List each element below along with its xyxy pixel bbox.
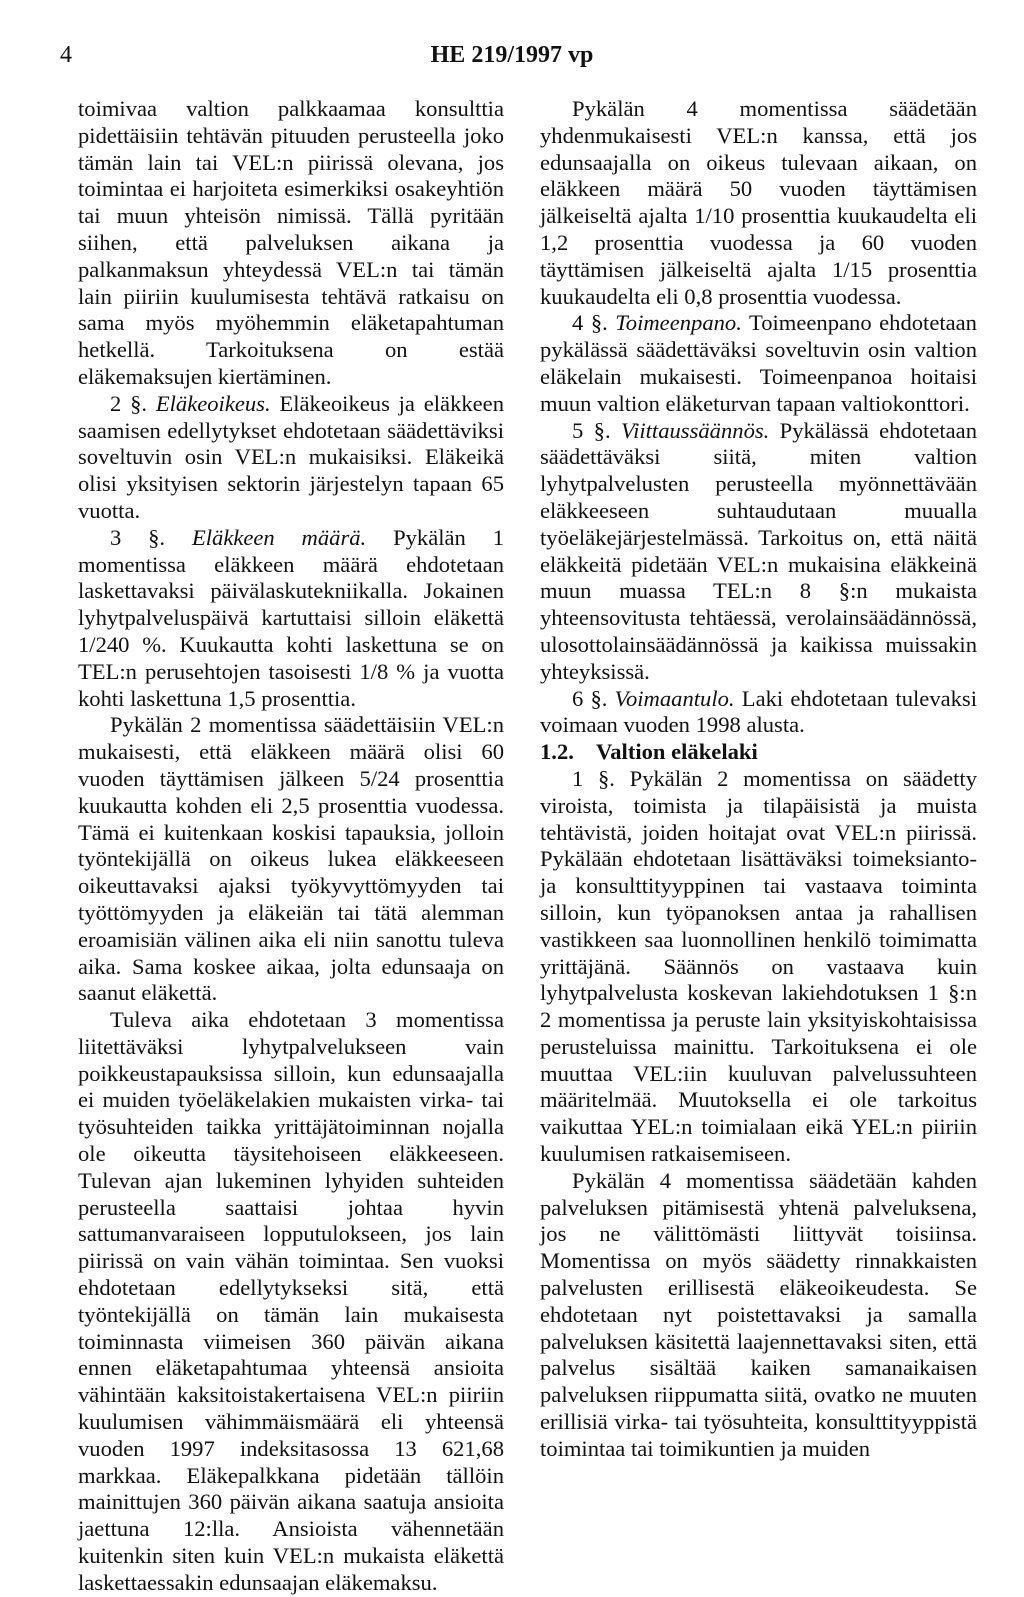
section-3-paragraph	[78, 525, 504, 713]
section-6-paragraph	[540, 686, 977, 740]
page-number: 4	[60, 42, 72, 68]
paragraph: Pykälän 2 momentissa säädettäisiin VEL:n mukaisesti, että eläkkeen määrä olisi 60 vuoden täyttämisen jälkeen 5/24 prosenttia kuukautta kohden eli 2,5 prosenttia vuodessa. Tämä ei kuitenkaan koskisi tapauksia, jolloin työntekijällä on oikeus lukea eläkkeeseen oikeuttavaksi ajaksi työkyvyttömyyden tai työttömyyden ja eläkeiän tai tätä alemman eroamisiän välinen aika eli niin sanottu tuleva aika. Sama koskee aikaa, jolta edunsaaja on saanut eläkettä.	[78, 712, 504, 1006]
left-column	[78, 96, 504, 1597]
paragraph: Pykälän 4 momentissa säädetään kahden palveluksen pitämisestä yhtenä palveluksena, jos ne välittömästi liittyvät toisiinsa. Momentissa on myös säädetty rinnakkaisten palvelusten erillisestä eläkeoikeudesta. Se ehdotetaan nyt poistettavaksi ja samalla palveluksen käsitettä laajennettavaksi siten, että palvelus sisältää kaiken samanaikaisen palveluksen riippumatta siitä, ovatko ne muuten erillisiä virka- tai työsuhteita, konsulttityyppistä toimintaa tai toimikuntien ja muiden	[540, 1167, 977, 1461]
section-heading	[540, 739, 977, 766]
section-text: Laki ehdotetaan tulevaksi voimaan vuoden 1998 alusta.	[540, 685, 978, 738]
section-number: 3 §.	[110, 524, 166, 550]
section-text: Toimeenpano ehdotetaan pykälässä säädettäväksi soveltuvin osin valtion eläkelain mukaisesti. Toimeenpanoa hoitaisi muun valtion eläketurvan tapaan valtiokonttori.	[540, 310, 977, 416]
section-text: Pykälän 2 momentissa on säädetty viroista, toimista ja tilapäisistä ja muista tehtävistä, joiden hoitajat ovat VEL:n piirissä. Pykälään ehdotetaan lisättäväksi toimeksianto- ja konsulttityyppinen tai vastaava toiminta silloin, kun työpanoksen antaa ja rahallisen vastikkeen saa luonnollinen henkilö toimimatta yrittäjänä. Säännös on vastaava kuin lyhytpalvelusta koskevan lakiehdotuksen 1 §:n 2 momentissa ja peruste lain yksityiskohtaisissa perusteluissa mainittu. Tarkoituksena ei ole muuttaa VEL:iin kuuluvan palvelussuhteen määritelmää. Muutoksella ei ole tarkoitus vaikuttaa YEL:n toimialaan eikä YEL:n piiriin kuulumisen ratkaisemiseen.	[540, 765, 977, 1167]
right-column	[540, 96, 977, 1463]
section-title: Eläkeoikeus.	[155, 390, 271, 416]
heading-title: Valtion eläkelaki	[596, 739, 758, 765]
section-number: 5 §.	[572, 417, 611, 443]
paragraph: Tuleva aika ehdotetaan 3 momentissa liitettäväksi lyhytpalvelukseen vain poikkeustapauksissa silloin, kun edunsaajalla ei muiden työeläkelakien mukaisten virka- tai työsuhteiden taikka yrittäjätoiminnan nojalla ole oikeutta täysitehoiseen eläkkeeseen. Tulevan ajan lukeminen lyhyiden suhteiden perusteella saattaisi johtaa hyvin sattumanvaraiseen lopputulokseen, jos lain piirissä on vain vähän toimintaa. Sen vuoksi ehdotetaan edellytykseksi sitä, että työntekijällä on tämän lain mukaisesta toiminnasta viimeisen 360 päivän aikana ennen eläketapahtumaa yhteensä ansioita vähintään kaksitoistakertaisena VEL:n piiriin kuulumisen vähimmäismäärä eli yhteensä vuoden 1997 indeksitasossa 13 621,68 markkaa. Eläkepalkkana pidetään tällöin mainittujen 360 päivän aikana saatuja ansioita jaettuna 12:lla. Ansioista vähennetään kuitenkin siten kuin VEL:n mukaista eläkettä laskettaessakin edunsaajan eläkemaksu.	[78, 1007, 504, 1595]
section-number: 6 §.	[572, 685, 608, 711]
section-title: Eläkkeen määrä.	[191, 524, 367, 550]
section-number: 2 §.	[110, 390, 148, 416]
section-title: Viittaussäännös.	[620, 417, 770, 443]
section-5-paragraph	[540, 418, 977, 686]
section-number: 1 §.	[572, 765, 615, 791]
paragraph: toimivaa valtion palkkaamaa konsulttia pidettäisiin tehtävän pituuden perusteella joko tämän lain tai VEL:n piirissä olevana, jos toimintaa ei harjoiteta esimerkiksi osakeyhtiön tai muun yhteisön nimissä. Tällä pyritään siihen, että palveluksen aikana ja palkanmaksun yhteydessä VEL:n tai tämän lain piiriin kuulumisesta tehtävä ratkaisu on sama myös myöhemmin eläketapahtuman hetkellä. Tarkoituksena on estää eläkemaksujen kiertäminen.	[78, 96, 504, 389]
section-text: Pykälän 1 momentissa eläkkeen määrä ehdotetaan laskettavaksi päivälaskutekniikalla. Jokainen lyhytpalveluspäivä kartuttaisi silloin eläkettä 1/240 %. Kuukautta kohti laskettuna se on TEL:n perusehtojen tasoisesti 1/8 % ja vuotta kohti laskettuna 1,5 prosenttia.	[78, 524, 504, 711]
section-title: Voimaantulo.	[614, 685, 735, 711]
heading-number: 1.2.	[540, 739, 574, 765]
section-1-paragraph	[540, 766, 977, 1168]
section-title: Toimeenpano.	[615, 310, 742, 336]
section-2-paragraph	[78, 391, 504, 525]
paragraph: Pykälän 4 momentissa säädetään yhdenmukaisesti VEL:n kanssa, että jos edunsaajalla on oikeus tulevaan aikaan, on eläkkeen määrä 50 vuoden täyttämisen jälkeiseltä ajalta 1/10 prosenttia kuukaudelta eli 1,2 prosenttia vuodessa ja 60 vuoden täyttämisen jälkeiseltä ajalta 1/15 prosenttia kuukaudelta eli 0,8 prosenttia vuodessa.	[540, 96, 977, 309]
document-id: HE 219/1997 vp	[430, 42, 594, 68]
section-4-paragraph	[540, 310, 977, 417]
section-number: 4 §.	[572, 310, 608, 336]
section-text: Pykälässä ehdotetaan säädettäväksi siitä, miten valtion lyhytpalvelusten perusteella myönnettävään eläkkeeseen suhtaudutaan muualla työeläkejärjestelmässä. Tarkoitus on, että näitä eläkkeitä pidetään VEL:n mukaisina eläkkeinä muun muassa TEL:n 8 §:n mukaista yhteensovitusta tehtäessä, verolainsäädännössä, ulosottolainsäädännössä ja kaikissa muissakin yhteyksissä.	[540, 417, 977, 684]
section-text: Eläkeoikeus ja eläkkeen saamisen edellytykset ehdotetaan säädettäviksi soveltuvin osin VEL:n mukaisiksi. Eläkeikä olisi yksityisen sektorin järjestelyn tapaan 65 vuotta.	[78, 390, 505, 523]
